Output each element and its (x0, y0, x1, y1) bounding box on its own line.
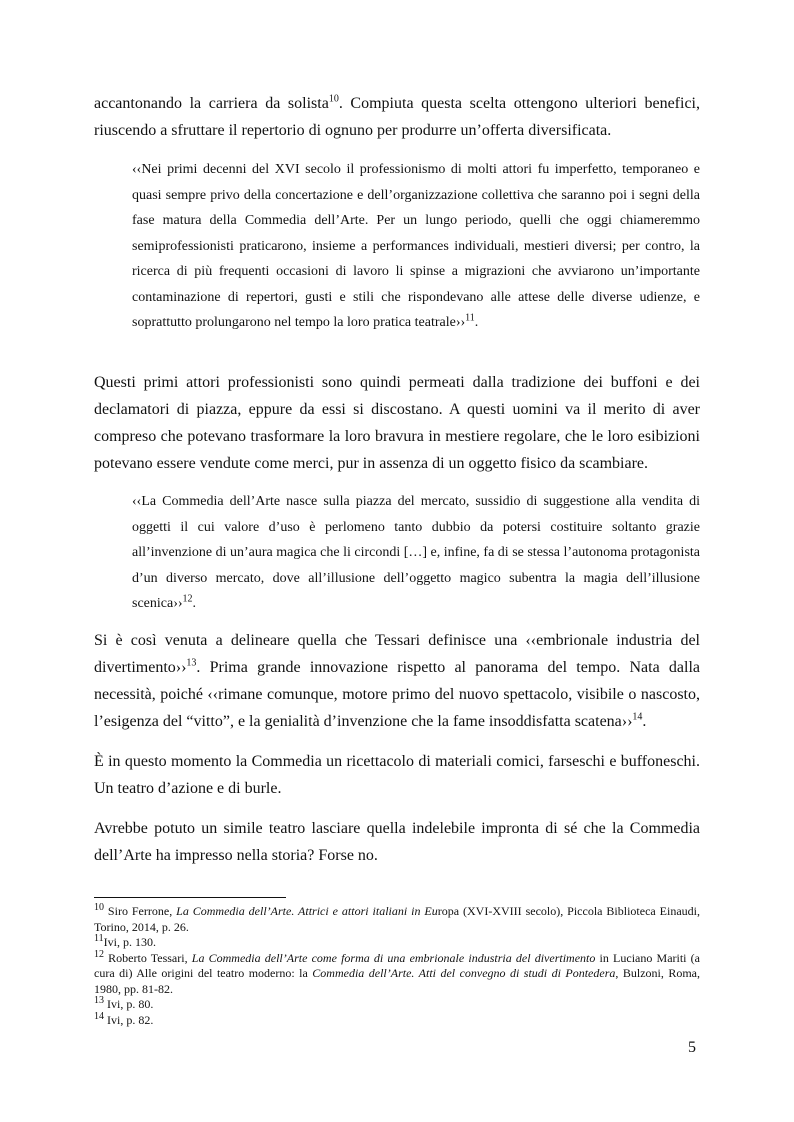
block-quote-2-end: . (192, 596, 197, 611)
block-quote-1 (132, 157, 700, 336)
paragraph-3-text-mid: . Prima grande innovazione rispetto al panorama del tempo. Nata dalla necessità, poiché ‹‹rimane comunque, motore primo del nuovo spettacolo, visibile o nascosto, l’esigenza del “vitto”, e la genialità d’invenzione che la fame insoddisfatta scatena›› (94, 659, 700, 730)
block-quote-1-text: ‹‹Nei primi decenni del XVI secolo il professionismo di molti attori fu imperfetto, temporaneo e quasi sempre privo della concertazione e dell’organizzazione collettiva che saranno poi i segni della fase matura della Commedia dell’Arte. Per un lungo periodo, quelli che oggi chiameremmo semiprofessionisti praticarono, insieme a performances individuali, mestieri diversi; per contro, la ricerca di più frequenti occasioni di lavoro li spinse a migrazioni che avviarono un’importante contaminazione di repertori, gusti e stili che rispondevano alle attese delle diverse udienze, e soprattutto prolungarono nel tempo la loro pratica teatrale›› (132, 162, 700, 330)
block-quote-2 (132, 489, 700, 617)
footnote-text: in Luciano Mariti (a cura di) Alle origini del teatro moderno: la (94, 950, 701, 980)
footnote-title: La Commedia dell’Arte. Attrici e attori italiani in Eu (176, 904, 438, 918)
footnote-ref-14[interactable]: 14 (632, 711, 643, 723)
block-quote-2-text: ‹‹La Commedia dell’Arte nasce sulla piazza del mercato, sussidio di suggestione alla vendita di oggetti il cui valore d’uso è perlomeno tanto dubbio da potersi costituire soltanto grazie all’invenzione di un’aura magica che li circondi […] e, infine, fa di se stessa l’autonoma protagonista d’un diverso mercato, dove all’illusione dell’oggetto magico subentra la magia dell’illusione scenica›› (132, 494, 700, 611)
paragraph-3 (94, 627, 700, 735)
block-quote-1-end: . (474, 315, 479, 330)
footnote-number: 13 (94, 995, 104, 1006)
footnote-ref-11[interactable]: 11 (465, 312, 475, 324)
footnote-11 (94, 935, 700, 951)
footnote-number: 14 (94, 1010, 104, 1022)
footnote-text: Roberto Tessari, (104, 950, 192, 965)
footnote-text: Siro Ferrone, (104, 904, 177, 918)
footnote-ref-13[interactable]: 13 (186, 657, 197, 669)
paragraph-1-text: accantonando la carriera da solista (94, 95, 329, 112)
paragraph-5: Avrebbe potuto un simile teatro lasciare quella indelebile impronta di sé che la Commedia dell’Arte ha impresso nella storia? Forse no. (94, 820, 700, 864)
footnotes (94, 904, 700, 1028)
footnote-title: La Commedia dell’Arte come forma di una embrionale industria del divertimento (191, 950, 596, 965)
paragraph-3-text: Si è così venuta a delineare quella che Tessari definisce una ‹‹embrionale industria del divertimento›› (94, 632, 700, 676)
footnote-number: 12 (94, 948, 104, 960)
paragraph-1-text-after: . Compiuta questa scelta ottengono ulteriori benefici, riuscendo a sfruttare il repertorio di ognuno per produrre un’offerta diversificata. (94, 95, 700, 139)
footnote-text: Ivi, p. 82. (104, 1012, 154, 1027)
footnote-ref-10[interactable]: 10 (328, 93, 339, 105)
footnote-text: ropa (XVI-XVIII secolo), Piccola Biblioteca Einaudi, Torino, 2014, p. 26. (94, 904, 700, 934)
footnote-ref-12[interactable]: 12 (182, 593, 193, 605)
page-number: 5 (688, 1039, 696, 1056)
footnote-text: Ivi, p. 80. (104, 997, 154, 1011)
footnote-10 (94, 904, 700, 935)
footnote-13 (94, 997, 700, 1013)
footnote-title: Commedia dell’Arte. Atti del convegno di studi di Pontedera (312, 966, 616, 980)
footnote-number: 10 (94, 902, 104, 913)
footnote-separator (94, 897, 286, 898)
footnote-12 (94, 948, 701, 998)
paragraph-3-end: . (642, 713, 647, 730)
footnote-text: Ivi, p. 130. (103, 935, 156, 949)
footnote-14 (94, 1010, 700, 1029)
footnote-text: , Bulzoni, Roma, 1980, pp. 81-82. (94, 966, 700, 996)
footnote-number: 11 (94, 933, 104, 944)
paragraph-1 (94, 90, 700, 144)
paragraph-4: È in questo momento la Commedia un ricettacolo di materiali comici, farseschi e buffoneschi. Un teatro d’azione e di burle. (94, 753, 700, 797)
paragraph-2: Questi primi attori professionisti sono quindi permeati dalla tradizione dei buffoni e dei declamatori di piazza, eppure da essi si discostano. A questi uomini va il merito di aver compreso che potevano trasformare la loro bravura in mestiere regolare, che le loro esibizioni potevano essere vendute come merci, pur in assenza di un oggetto fisico da scambiare. (94, 374, 700, 472)
